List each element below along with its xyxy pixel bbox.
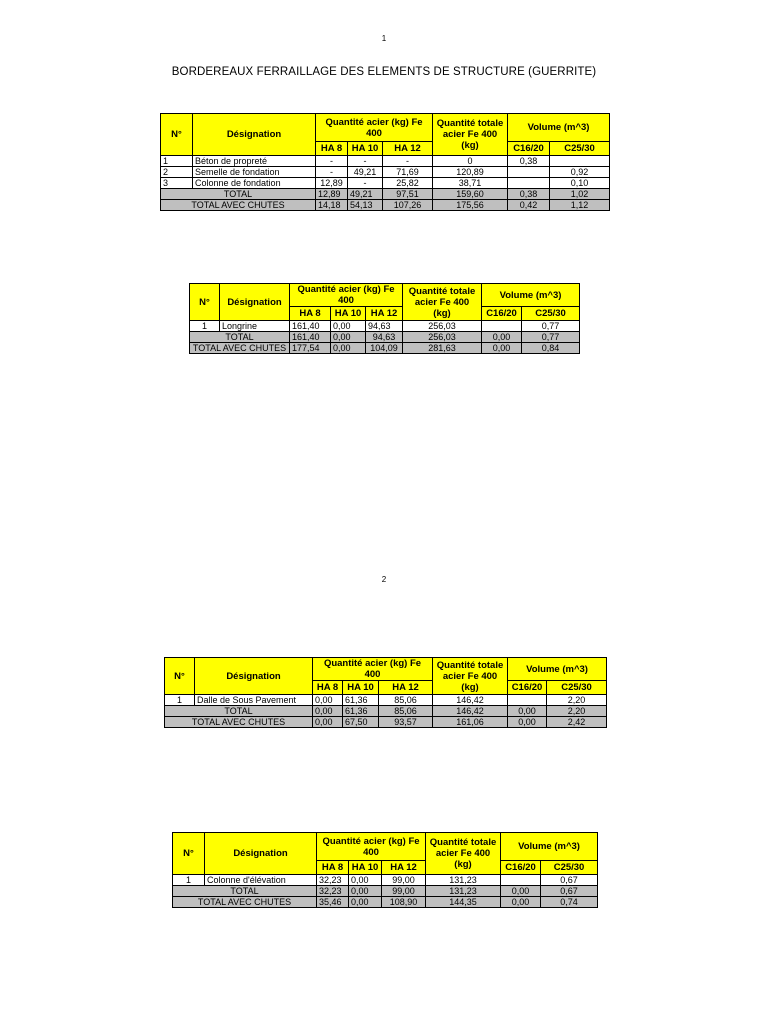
cell-total: 131,23 — [426, 875, 501, 886]
cell-c1620: 0,38 — [508, 156, 550, 167]
total-ha8: 0,00 — [313, 706, 343, 717]
page-number-2: 2 — [381, 575, 387, 584]
cell-ha8: - — [316, 167, 348, 178]
cell-ha10: 49,21 — [348, 167, 383, 178]
page-number-1: 1 — [381, 34, 387, 43]
total-c1620: 0,00 — [501, 886, 541, 897]
table-row — [161, 156, 610, 167]
cell-ha8: 161,40 — [290, 321, 331, 332]
total-chutes-ha10: 0,00 — [331, 343, 366, 354]
cell-ha12: - — [383, 156, 433, 167]
rebar-table-dalle — [164, 657, 607, 728]
cell-total: 0 — [433, 156, 508, 167]
total-ha10: 61,36 — [343, 706, 379, 717]
cell-c2530: 0,92 — [550, 167, 610, 178]
total-chutes-total: 161,06 — [433, 717, 508, 728]
total-total: 159,60 — [433, 189, 508, 200]
total-chutes-ha10: 67,50 — [343, 717, 379, 728]
total-chutes-c1620: 0,00 — [508, 717, 547, 728]
cell-ha12: 25,82 — [383, 178, 433, 189]
total-chutes-row — [161, 200, 610, 211]
total-chutes-c2530: 0,84 — [522, 343, 580, 354]
document-title: BORDEREAUX FERRAILLAGE DES ELEMENTS DE STRUCTURE (GUERRITE) — [171, 66, 597, 78]
total-row — [173, 886, 598, 897]
header-c1620: C16/20 — [482, 307, 522, 321]
cell-designation: Colonne de fondation — [193, 178, 316, 189]
cell-no: 3 — [161, 178, 193, 189]
table-row — [165, 695, 607, 706]
total-chutes-ha8: 177,54 — [290, 343, 331, 354]
total-ha8: 32,23 — [317, 886, 349, 897]
header-ha10: HA 10 — [349, 861, 382, 875]
cell-c1620 — [508, 167, 550, 178]
total-chutes-row — [190, 343, 580, 354]
header-ha8: HA 8 — [316, 142, 348, 156]
table-row — [161, 167, 610, 178]
total-label: TOTAL — [173, 886, 317, 897]
cell-ha12: 94,63 — [366, 321, 403, 332]
header-total-qty: Quantité totale acier Fe 400 (kg) — [403, 284, 482, 321]
header-qty-group: Quantité acier (kg) Fe 400 — [316, 114, 433, 142]
header-total-qty: Quantité totale acier Fe 400 (kg) — [433, 114, 508, 156]
total-ha8: 161,40 — [290, 332, 331, 343]
cell-total: 146,42 — [433, 695, 508, 706]
cell-c1620 — [482, 321, 522, 332]
cell-ha10: 0,00 — [349, 875, 382, 886]
cell-total: 120,89 — [433, 167, 508, 178]
header-c1620: C16/20 — [501, 861, 541, 875]
cell-ha8: - — [316, 156, 348, 167]
header-c2530: C25/30 — [547, 681, 607, 695]
total-c1620: 0,38 — [508, 189, 550, 200]
cell-c1620 — [508, 695, 547, 706]
total-ha10: 0,00 — [349, 886, 382, 897]
header-total-qty: Quantité totale acier Fe 400 (kg) — [433, 658, 508, 695]
header-volume-group: Volume (m^3) — [482, 284, 580, 307]
header-ha12: HA 12 — [383, 142, 433, 156]
rebar-table-colonne-elevation — [172, 832, 598, 908]
header-ha10: HA 10 — [343, 681, 379, 695]
header-no: N° — [190, 284, 220, 321]
total-chutes-row — [173, 897, 598, 908]
header-volume-group: Volume (m^3) — [501, 833, 598, 861]
header-ha10: HA 10 — [348, 142, 383, 156]
total-chutes-total: 281,63 — [403, 343, 482, 354]
total-chutes-label: TOTAL AVEC CHUTES — [190, 343, 290, 354]
header-no: N° — [173, 833, 205, 875]
cell-total: 256,03 — [403, 321, 482, 332]
cell-ha12: 99,00 — [382, 875, 426, 886]
header-designation: Désignation — [220, 284, 290, 321]
cell-ha10: - — [348, 178, 383, 189]
header-designation: Désignation — [195, 658, 313, 695]
header-qty-group: Quantité acier (kg) Fe 400 — [317, 833, 426, 861]
total-chutes-c1620: 0,00 — [482, 343, 522, 354]
total-total: 146,42 — [433, 706, 508, 717]
cell-c2530: 0,77 — [522, 321, 580, 332]
total-ha12: 94,63 — [366, 332, 403, 343]
cell-c2530 — [550, 156, 610, 167]
header-ha12: HA 12 — [366, 307, 403, 321]
cell-ha12: 85,06 — [379, 695, 433, 706]
total-chutes-c2530: 2,42 — [547, 717, 607, 728]
total-chutes-ha12: 104,09 — [366, 343, 403, 354]
table-row — [190, 321, 580, 332]
cell-no: 2 — [161, 167, 193, 178]
header-no: N° — [161, 114, 193, 156]
total-total: 256,03 — [403, 332, 482, 343]
total-chutes-total: 144,35 — [426, 897, 501, 908]
total-ha12: 85,06 — [379, 706, 433, 717]
header-total-qty: Quantité totale acier Fe 400 (kg) — [426, 833, 501, 875]
header-c2530: C25/30 — [541, 861, 598, 875]
header-c2530: C25/30 — [550, 142, 610, 156]
cell-ha12: 71,69 — [383, 167, 433, 178]
header-volume-group: Volume (m^3) — [508, 658, 607, 681]
total-chutes-ha8: 14,18 — [316, 200, 348, 211]
header-ha8: HA 8 — [313, 681, 343, 695]
total-ha12: 97,51 — [383, 189, 433, 200]
cell-no: 1 — [161, 156, 193, 167]
total-label: TOTAL — [165, 706, 313, 717]
total-ha12: 99,00 — [382, 886, 426, 897]
total-row — [190, 332, 580, 343]
cell-c2530: 0,67 — [541, 875, 598, 886]
cell-total: 38,71 — [433, 178, 508, 189]
rebar-table-longrine — [189, 283, 580, 354]
header-ha8: HA 8 — [290, 307, 331, 321]
cell-c1620 — [501, 875, 541, 886]
header-c2530: C25/30 — [522, 307, 580, 321]
total-chutes-row — [165, 717, 607, 728]
total-c2530: 1,02 — [550, 189, 610, 200]
header-c1620: C16/20 — [508, 142, 550, 156]
total-label: TOTAL — [161, 189, 316, 200]
header-designation: Désignation — [193, 114, 316, 156]
header-volume-group: Volume (m^3) — [508, 114, 610, 142]
total-chutes-c1620: 0,00 — [501, 897, 541, 908]
header-ha12: HA 12 — [382, 861, 426, 875]
cell-designation: Béton de propreté — [193, 156, 316, 167]
cell-ha10: 61,36 — [343, 695, 379, 706]
total-chutes-c2530: 1,12 — [550, 200, 610, 211]
total-chutes-label: TOTAL AVEC CHUTES — [161, 200, 316, 211]
header-qty-group: Quantité acier (kg) Fe 400 — [313, 658, 433, 681]
header-no: N° — [165, 658, 195, 695]
header-ha12: HA 12 — [379, 681, 433, 695]
table-row — [173, 875, 598, 886]
total-c2530: 2,20 — [547, 706, 607, 717]
cell-ha10: - — [348, 156, 383, 167]
total-chutes-ha8: 35,46 — [317, 897, 349, 908]
total-ha8: 12,89 — [316, 189, 348, 200]
total-row — [161, 189, 610, 200]
total-chutes-ha12: 107,26 — [383, 200, 433, 211]
total-total: 131,23 — [426, 886, 501, 897]
total-label: TOTAL — [190, 332, 290, 343]
cell-c2530: 2,20 — [547, 695, 607, 706]
cell-ha8: 32,23 — [317, 875, 349, 886]
cell-no: 1 — [165, 695, 195, 706]
total-ha10: 0,00 — [331, 332, 366, 343]
total-chutes-ha10: 54,13 — [348, 200, 383, 211]
rebar-table-foundation — [160, 113, 610, 211]
total-chutes-ha10: 0,00 — [349, 897, 382, 908]
cell-c1620 — [508, 178, 550, 189]
header-designation: Désignation — [205, 833, 317, 875]
cell-ha8: 0,00 — [313, 695, 343, 706]
cell-no: 1 — [173, 875, 205, 886]
total-chutes-total: 175,56 — [433, 200, 508, 211]
total-chutes-label: TOTAL AVEC CHUTES — [165, 717, 313, 728]
total-ha10: 49,21 — [348, 189, 383, 200]
total-c2530: 0,77 — [522, 332, 580, 343]
total-c1620: 0,00 — [508, 706, 547, 717]
cell-designation: Colonne d'élévation — [205, 875, 317, 886]
header-c1620: C16/20 — [508, 681, 547, 695]
total-chutes-c2530: 0,74 — [541, 897, 598, 908]
header-ha8: HA 8 — [317, 861, 349, 875]
cell-c2530: 0,10 — [550, 178, 610, 189]
total-chutes-label: TOTAL AVEC CHUTES — [173, 897, 317, 908]
total-c2530: 0,67 — [541, 886, 598, 897]
cell-designation: Dalle de Sous Pavement — [195, 695, 313, 706]
cell-designation: Longrine — [220, 321, 290, 332]
total-row — [165, 706, 607, 717]
total-chutes-ha12: 93,57 — [379, 717, 433, 728]
total-c1620: 0,00 — [482, 332, 522, 343]
cell-no: 1 — [190, 321, 220, 332]
total-chutes-ha12: 108,90 — [382, 897, 426, 908]
total-chutes-ha8: 0,00 — [313, 717, 343, 728]
cell-designation: Semelle de fondation — [193, 167, 316, 178]
total-chutes-c1620: 0,42 — [508, 200, 550, 211]
cell-ha10: 0,00 — [331, 321, 366, 332]
header-qty-group: Quantité acier (kg) Fe 400 — [290, 284, 403, 307]
header-ha10: HA 10 — [331, 307, 366, 321]
cell-ha8: 12,89 — [316, 178, 348, 189]
table-row — [161, 178, 610, 189]
